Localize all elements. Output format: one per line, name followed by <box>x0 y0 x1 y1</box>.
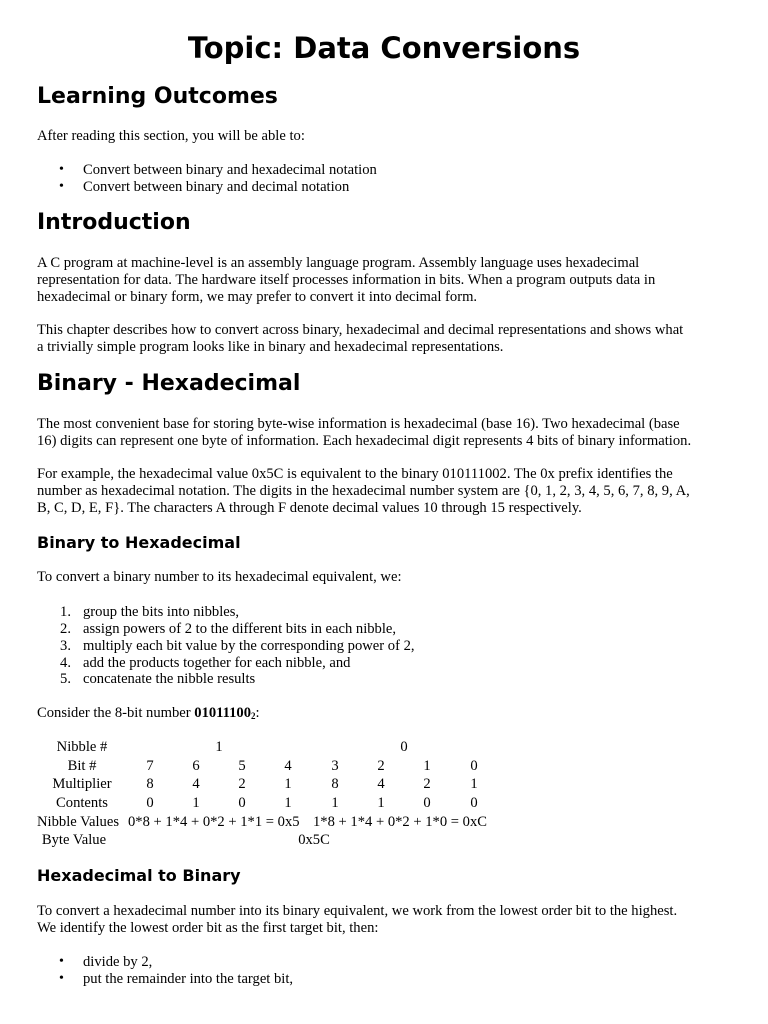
nibble-number: 1 <box>215 739 223 755</box>
paragraph-line: The most convenient base for storing byte-wise information is hexadecimal (base 16). Two hexadecimal (base <box>37 416 680 432</box>
table-cell: 4 <box>377 776 385 792</box>
b2h-intro: To convert a binary number to its hexadecimal equivalent, we: <box>37 569 402 585</box>
table-label-bit: Bit # <box>67 758 97 774</box>
table-cell: 8 <box>146 776 154 792</box>
paragraph-line: hexadecimal or binary form, we may prefer to convert it into decimal form. <box>37 289 478 305</box>
learning-outcomes-heading: Learning Outcomes <box>37 84 278 109</box>
table-cell: 6 <box>192 758 200 774</box>
paragraph-line: For example, the hexadecimal value 0x5C is equivalent to the binary 010111002. The 0x prefix identifies the <box>37 466 673 482</box>
table-cell: 0 <box>470 758 478 774</box>
table-label-nibble: Nibble # <box>56 739 108 755</box>
paragraph-line: A C program at machine-level is an assembly language program. Assembly language uses hexadecimal <box>37 255 640 271</box>
step-number: 2. <box>60 621 71 637</box>
introduction-heading: Introduction <box>37 210 191 235</box>
table-cell: 0 <box>238 795 246 811</box>
table-cell: 0 <box>146 795 154 811</box>
list-item: Convert between binary and decimal notation <box>83 179 350 195</box>
base-subscript: 2 <box>251 711 256 721</box>
table-cell: 2 <box>423 776 431 792</box>
paragraph-line: representation for data. The hardware itself processes information in bits. When a program outputs data in <box>37 272 656 288</box>
paragraph-line: a trivially simple program looks like in binary and hexadecimal representations. <box>37 339 504 355</box>
page-title: Topic: Data Conversions <box>187 31 581 65</box>
list-item: put the remainder into the target bit, <box>83 971 294 987</box>
table-cell: 4 <box>192 776 200 792</box>
table-cell: 1 <box>331 795 339 811</box>
step-number: 3. <box>60 638 71 654</box>
paragraph-line: number as hexadecimal notation. The digits in the hexadecimal number system are {0, 1, 2, 3, 4, 5, 6, 7, 8, 9, A, <box>37 483 690 499</box>
nibble-value: 1*8 + 1*4 + 0*2 + 1*0 = 0xC <box>313 814 487 830</box>
paragraph-line: To convert a hexadecimal number into its binary equivalent, we work from the lowest order bit to the highest. <box>37 903 678 919</box>
table-cell: 1 <box>284 776 292 792</box>
consider-line <box>37 705 260 725</box>
nibble-value: 0*8 + 1*4 + 0*2 + 1*1 = 0x5 <box>128 814 300 830</box>
table-cell: 2 <box>377 758 385 774</box>
byte-value: 0x5C <box>298 832 330 848</box>
table-cell: 1 <box>377 795 385 811</box>
step-number: 4. <box>60 655 71 671</box>
hex-to-binary-heading: Hexadecimal to Binary <box>37 866 241 885</box>
table-cell: 4 <box>284 758 292 774</box>
consider-text: Consider the 8-bit number <box>37 705 195 721</box>
bullet-icon: • <box>59 954 64 969</box>
step-number: 5. <box>60 671 71 687</box>
list-item: group the bits into nibbles, <box>83 604 240 620</box>
consider-colon: : <box>255 705 260 721</box>
list-item: add the products together for each nibble, and <box>83 655 351 671</box>
table-cell: 0 <box>470 795 478 811</box>
paragraph-line: This chapter describes how to convert across binary, hexadecimal and decimal representations and shows what <box>37 322 684 338</box>
paragraph-line: B, C, D, E, F}. The characters A through F denote decimal values 10 through 15 respectively. <box>37 500 582 516</box>
list-item: divide by 2, <box>83 954 153 970</box>
table-cell: 2 <box>238 776 246 792</box>
bullet-icon: • <box>59 971 64 986</box>
bullet-icon: • <box>59 162 64 177</box>
table-cell: 8 <box>331 776 339 792</box>
list-item: concatenate the nibble results <box>83 671 256 687</box>
nibble-number: 0 <box>400 739 408 755</box>
table-label-nibble-values: Nibble Values <box>37 814 120 830</box>
table-cell: 5 <box>238 758 246 774</box>
table-label-byte-value: Byte Value <box>41 832 107 848</box>
table-cell: 3 <box>331 758 339 774</box>
binary-to-hex-heading: Binary to Hexadecimal <box>37 533 241 552</box>
list-item: Convert between binary and hexadecimal notation <box>83 162 377 178</box>
paragraph-line: We identify the lowest order bit as the first target bit, then: <box>37 920 379 936</box>
table-label-multiplier: Multiplier <box>52 776 112 792</box>
list-item: assign powers of 2 to the different bits in each nibble, <box>83 621 397 637</box>
table-cell: 1 <box>423 758 431 774</box>
learning-intro: After reading this section, you will be able to: <box>37 128 305 144</box>
table-label-contents: Contents <box>56 795 108 811</box>
binary-hexadecimal-heading: Binary - Hexadecimal <box>37 371 301 396</box>
binary-number: 01011100 <box>194 705 252 721</box>
table-cell: 1 <box>192 795 200 811</box>
table-cell: 0 <box>423 795 431 811</box>
table-cell: 1 <box>470 776 478 792</box>
bullet-icon: • <box>59 179 64 194</box>
table-cell: 7 <box>146 758 154 774</box>
list-item: multiply each bit value by the corresponding power of 2, <box>83 638 415 654</box>
paragraph-line: 16) digits can represent one byte of information. Each hexadecimal digit represents 4 bits of binary information. <box>37 433 692 449</box>
step-number: 1. <box>60 604 71 620</box>
table-cell: 1 <box>284 795 292 811</box>
